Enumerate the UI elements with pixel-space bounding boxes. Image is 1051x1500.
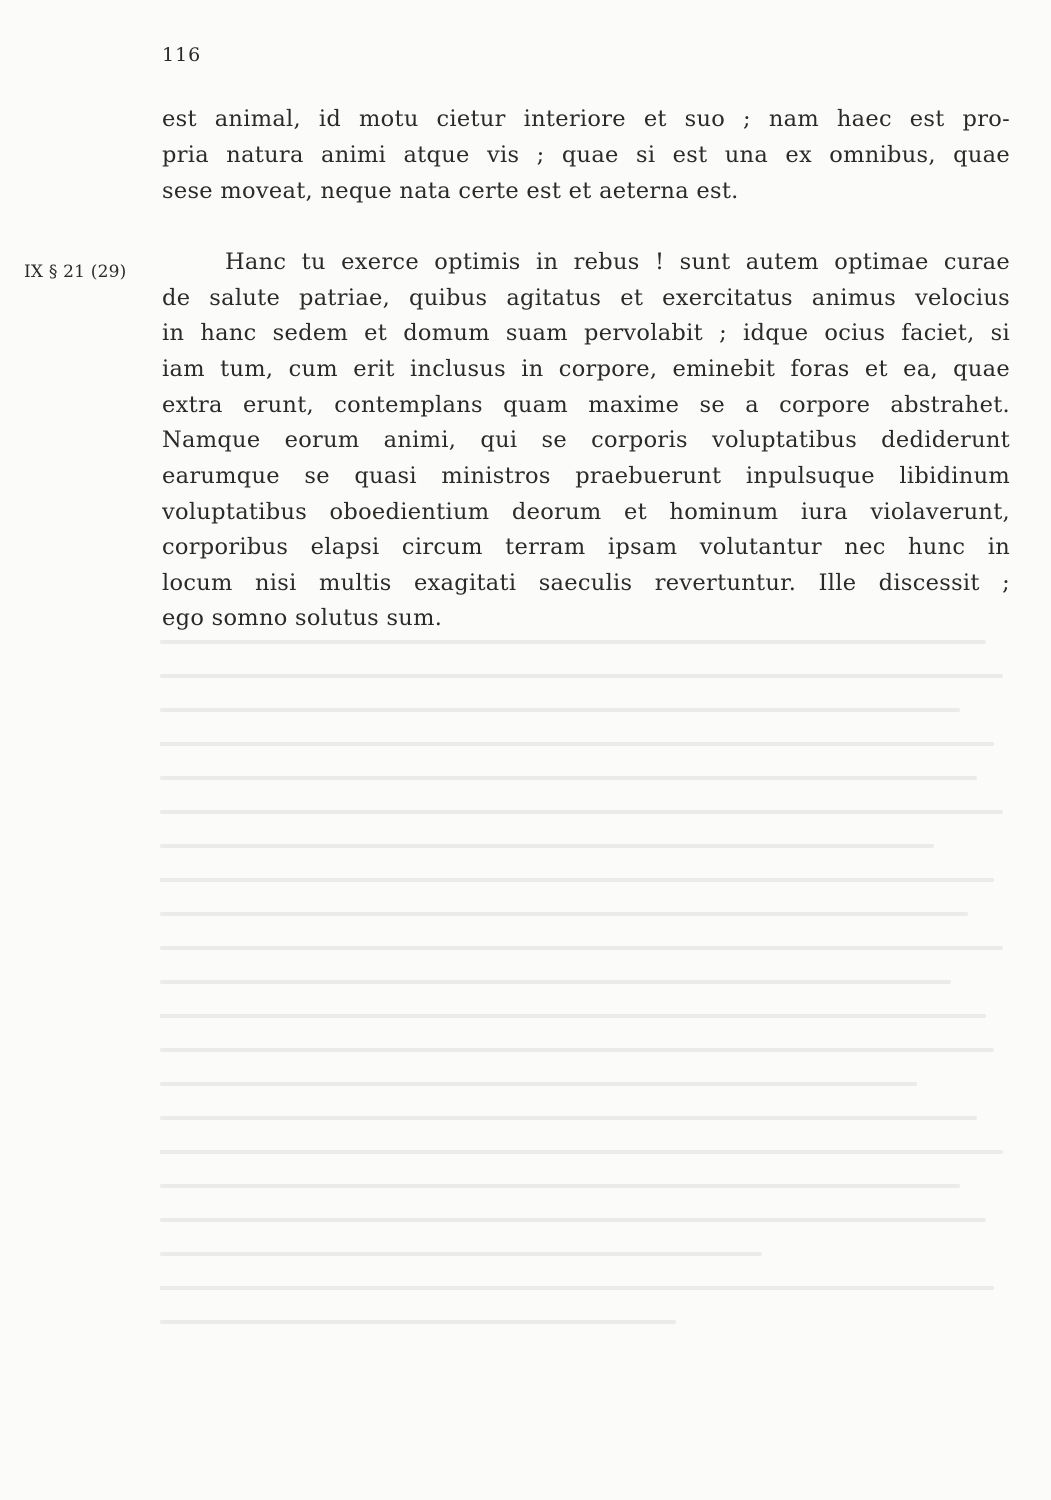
text-line: Hanc tu exerce optimis in rebus ! sunt autem optimae curae <box>225 249 1010 275</box>
text-line: de salute patriae, quibus agitatus et exercitatus animus velocius <box>162 285 1010 311</box>
text-line: corporibus elapsi circum terram ipsam volutantur nec hunc in <box>162 534 1010 560</box>
text-line: ego somno solutus sum. <box>162 605 443 631</box>
text-line: locum nisi multis exagitati saeculis revertuntur. Ille discessit ; <box>162 570 1010 596</box>
text-line: est animal, id motu cietur interiore et suo ; nam haec est pro- <box>162 106 1010 132</box>
bleed-through-background <box>160 640 1020 1400</box>
page-number: 116 <box>162 44 202 66</box>
text-line: pria natura animi atque vis ; quae si est una ex omnibus, quae <box>162 142 1010 168</box>
margin-reference: IX § 21 (29) <box>24 262 127 282</box>
text-line: earumque se quasi ministros praebuerunt inpulsuque libidinum <box>162 463 1010 489</box>
text-line: in hanc sedem et domum suam pervolabit ; idque ocius faciet, si <box>162 320 1010 346</box>
text-line: iam tum, cum erit inclusus in corpore, eminebit foras et ea, quae <box>162 356 1010 382</box>
text-line: extra erunt, contemplans quam maxime se a corpore abstrahet. <box>162 392 1010 418</box>
text-line: Namque eorum animi, qui se corporis voluptatibus dediderunt <box>162 427 1010 453</box>
text-line: sese moveat, neque nata certe est et aeterna est. <box>162 178 739 204</box>
text-line: voluptatibus oboedientium deorum et hominum iura violaverunt, <box>162 499 1010 525</box>
